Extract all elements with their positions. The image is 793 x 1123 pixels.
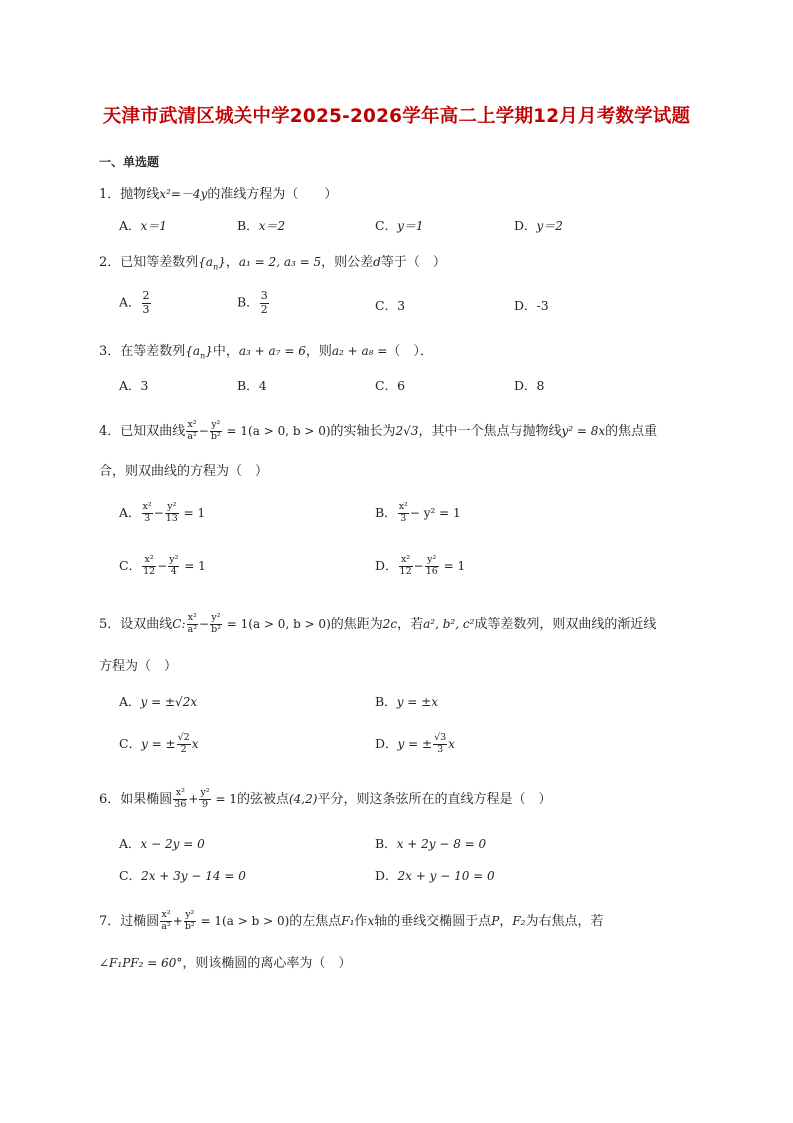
option-a[interactable] [119,220,167,233]
question-number: 3． [99,344,121,359]
math-expression: x²=－4y [159,187,208,201]
math-expression: $\{a_n\}$ [198,255,226,272]
math-expression: F₂ [512,913,526,928]
option-label: B． [237,218,259,233]
option-text: x − 2y = 0 [140,837,205,851]
option-d[interactable]: D．y = ± $\frac{√3}{3}$ x [375,732,455,755]
math-expression: x [367,913,375,928]
ellipse-equation: $\frac{\text{x²}}{\text{a²}}$ + $\frac{\text{y²}}{\text{b²}}$ = 1(a > b > 0) [161,909,290,932]
question-text: 的实轴长为 [330,423,396,439]
section-heading: 一、单选题 [99,155,160,169]
question-text: ，其中一个焦点与抛物线 [418,423,562,439]
option-a[interactable] [119,838,205,851]
option-a[interactable] [119,696,197,709]
option-text: y = ±x [396,695,438,709]
option-label: B． [237,378,259,393]
option-d[interactable] [514,380,544,393]
option-label: A． [119,836,141,851]
option-c[interactable] [375,300,405,313]
question-5 [99,613,656,636]
exam-title: 天津市武清区城关中学2025-2026学年高二上学期12月月考数学试题 [102,106,691,127]
option-label: C． [119,735,142,751]
question-1 [99,188,337,201]
question-number: 4． [99,423,121,439]
option-label: D． [514,378,537,393]
hyperbola-equation: C: $\frac{\text{x²}}{\text{a²}}$ − $\frac{\text{y²}}{\text{b²}}$ = 1(a > 0, b > 0) [172,612,331,635]
option-a[interactable]: A． $\frac{\text{x²}}{3}$ − $\frac{\text{y²}}{13}$ = 1 [119,501,206,524]
ellipse-equation: $\frac{\text{x²}}{36}$ + $\frac{\text{y²}}{9}$ = 1 [174,787,237,810]
math-expression: (4,2) [288,791,318,806]
question-text: ，则 [305,344,332,359]
question-text: 在等差数列 [120,344,186,359]
question-number: 7． [99,913,121,929]
math-expression: ∠F₁PF₂ = 60° [99,956,183,970]
option-label: A． [119,694,141,709]
math-expression: a², b², c² [423,616,475,631]
question-number: 1． [99,187,121,202]
question-text: 等于（ ） [380,255,446,270]
math-expression: $\{a_n\}$ [185,344,213,361]
math-expression: 2c [382,616,398,631]
question-text: 如果椭圆 [120,791,173,807]
option-c[interactable] [375,380,405,393]
option-text: 2x + 3y − 14 = 0 [141,869,246,883]
question-text: 过椭圆 [120,913,160,929]
option-text: 2x + y − 10 = 0 [397,869,495,883]
option-label: A． [119,378,141,393]
option-text: x＝1 [140,219,167,233]
option-b[interactable] [375,696,438,709]
question-number: 5． [99,616,121,632]
option-b[interactable] [237,290,270,316]
option-text: 8 [536,378,545,393]
question-number: 6． [99,791,121,807]
question-text: 的弦被点 [236,791,289,807]
option-text: x＝2 [258,219,286,233]
question-5-line2: 方程为（ ） [99,659,178,674]
question-text: 作 [354,913,368,929]
option-d[interactable]: D． $\frac{\text{x²}}{12}$ − $\frac{\text{y²}}{16}$ = 1 [375,554,466,577]
question-6 [99,788,551,811]
option-label: C． [375,298,398,313]
math-expression: 2√3 [395,423,419,438]
option-label: B． [375,694,397,709]
question-7-line2 [99,957,351,970]
option-label: A． [119,504,141,520]
option-label: D． [375,868,398,883]
option-label: C． [375,378,398,393]
option-label: D． [514,218,537,233]
option-d[interactable] [514,300,549,313]
option-label: A． [119,218,141,233]
fraction: $\frac{2}{3}$ [142,289,150,316]
option-text: y＝2 [536,219,563,233]
math-expression: a₃ + a₇ = 6 [238,344,306,358]
option-text: x + 2y − 8 = 0 [396,837,487,851]
question-text: 已知等差数列 [120,255,199,270]
option-b[interactable] [237,380,267,393]
option-label: A． [119,294,141,310]
question-text: 成等差数列，则双曲线的渐近线 [474,616,657,632]
question-text: 的准线方程为（ ） [207,187,338,202]
fraction: $\frac{3}{2}$ [260,289,268,316]
option-label: C． [375,218,398,233]
question-text: 的左焦点 [289,913,342,929]
math-expression: d [373,255,381,269]
math-expression: a₁ = 2, a₃ = 5 [238,255,322,269]
option-b[interactable]: B． $\frac{\text{x²}}{3}$ − y² = 1 [375,501,461,524]
question-3 [99,345,433,360]
math-expression: y² = 8x [561,423,606,438]
option-c[interactable] [375,220,424,233]
question-text: ，若 [397,616,424,632]
option-text: 3 [397,298,406,313]
question-4 [99,420,657,443]
question-4-line2: 合，则双曲线的方程为（ ） [99,464,269,479]
option-text: y＝1 [397,219,424,233]
option-label: D． [375,735,398,751]
question-7 [99,910,603,933]
option-d[interactable] [514,220,563,233]
option-label: B． [237,294,259,310]
question-text: 为右焦点，若 [525,913,604,929]
option-b[interactable] [237,220,285,233]
question-text: 设双曲线 [120,616,173,632]
option-label: C． [119,557,142,573]
question-text: 轴的垂线交椭圆于点 [374,913,492,929]
question-text: ，则该椭圆的离心率为（ ） [182,956,352,971]
question-2 [99,256,446,271]
question-text: 的焦点重 [605,423,658,439]
option-label: B． [375,836,397,851]
hyperbola-equation: $\frac{\text{x²}}{\text{a²}}$ − $\frac{\text{y²}}{\text{b²}}$ = 1(a > 0, b > 0) [187,419,331,442]
option-a[interactable] [119,290,152,316]
option-text: -3 [536,298,549,313]
option-text: 3 [140,378,149,393]
question-text: 的焦距为 [330,616,383,632]
option-text: 4 [258,378,267,393]
option-a[interactable] [119,380,148,393]
question-text: 已知双曲线 [120,423,186,439]
option-d[interactable] [375,870,495,883]
math-expression: a₂ + a₈ = [331,344,388,358]
question-text: 抛物线 [120,187,160,202]
option-label: B． [375,504,397,520]
option-label: C． [119,868,142,883]
question-text: ， [225,255,239,270]
option-c[interactable]: C．y = ± $\frac{√2}{2}$ x [119,732,199,755]
option-label: D． [375,557,398,573]
math-expression: F₁ [341,913,355,928]
question-text: ，则公差 [321,255,374,270]
option-b[interactable] [375,838,486,851]
option-text: y = ±√2x [140,695,198,709]
option-label: D． [514,298,537,313]
question-text: 中， [212,344,239,359]
math-expression: P [491,913,500,928]
option-text: 6 [397,378,406,393]
option-c[interactable]: C． $\frac{\text{x²}}{12}$ − $\frac{\text{y²}}{4}$ = 1 [119,554,206,577]
question-text: 平分，则这条弦所在的直线方程是（ ） [317,791,552,807]
question-number: 2． [99,255,121,270]
question-text: ， [499,913,513,929]
question-text: （ ）． [387,344,433,359]
option-c[interactable] [119,870,246,883]
